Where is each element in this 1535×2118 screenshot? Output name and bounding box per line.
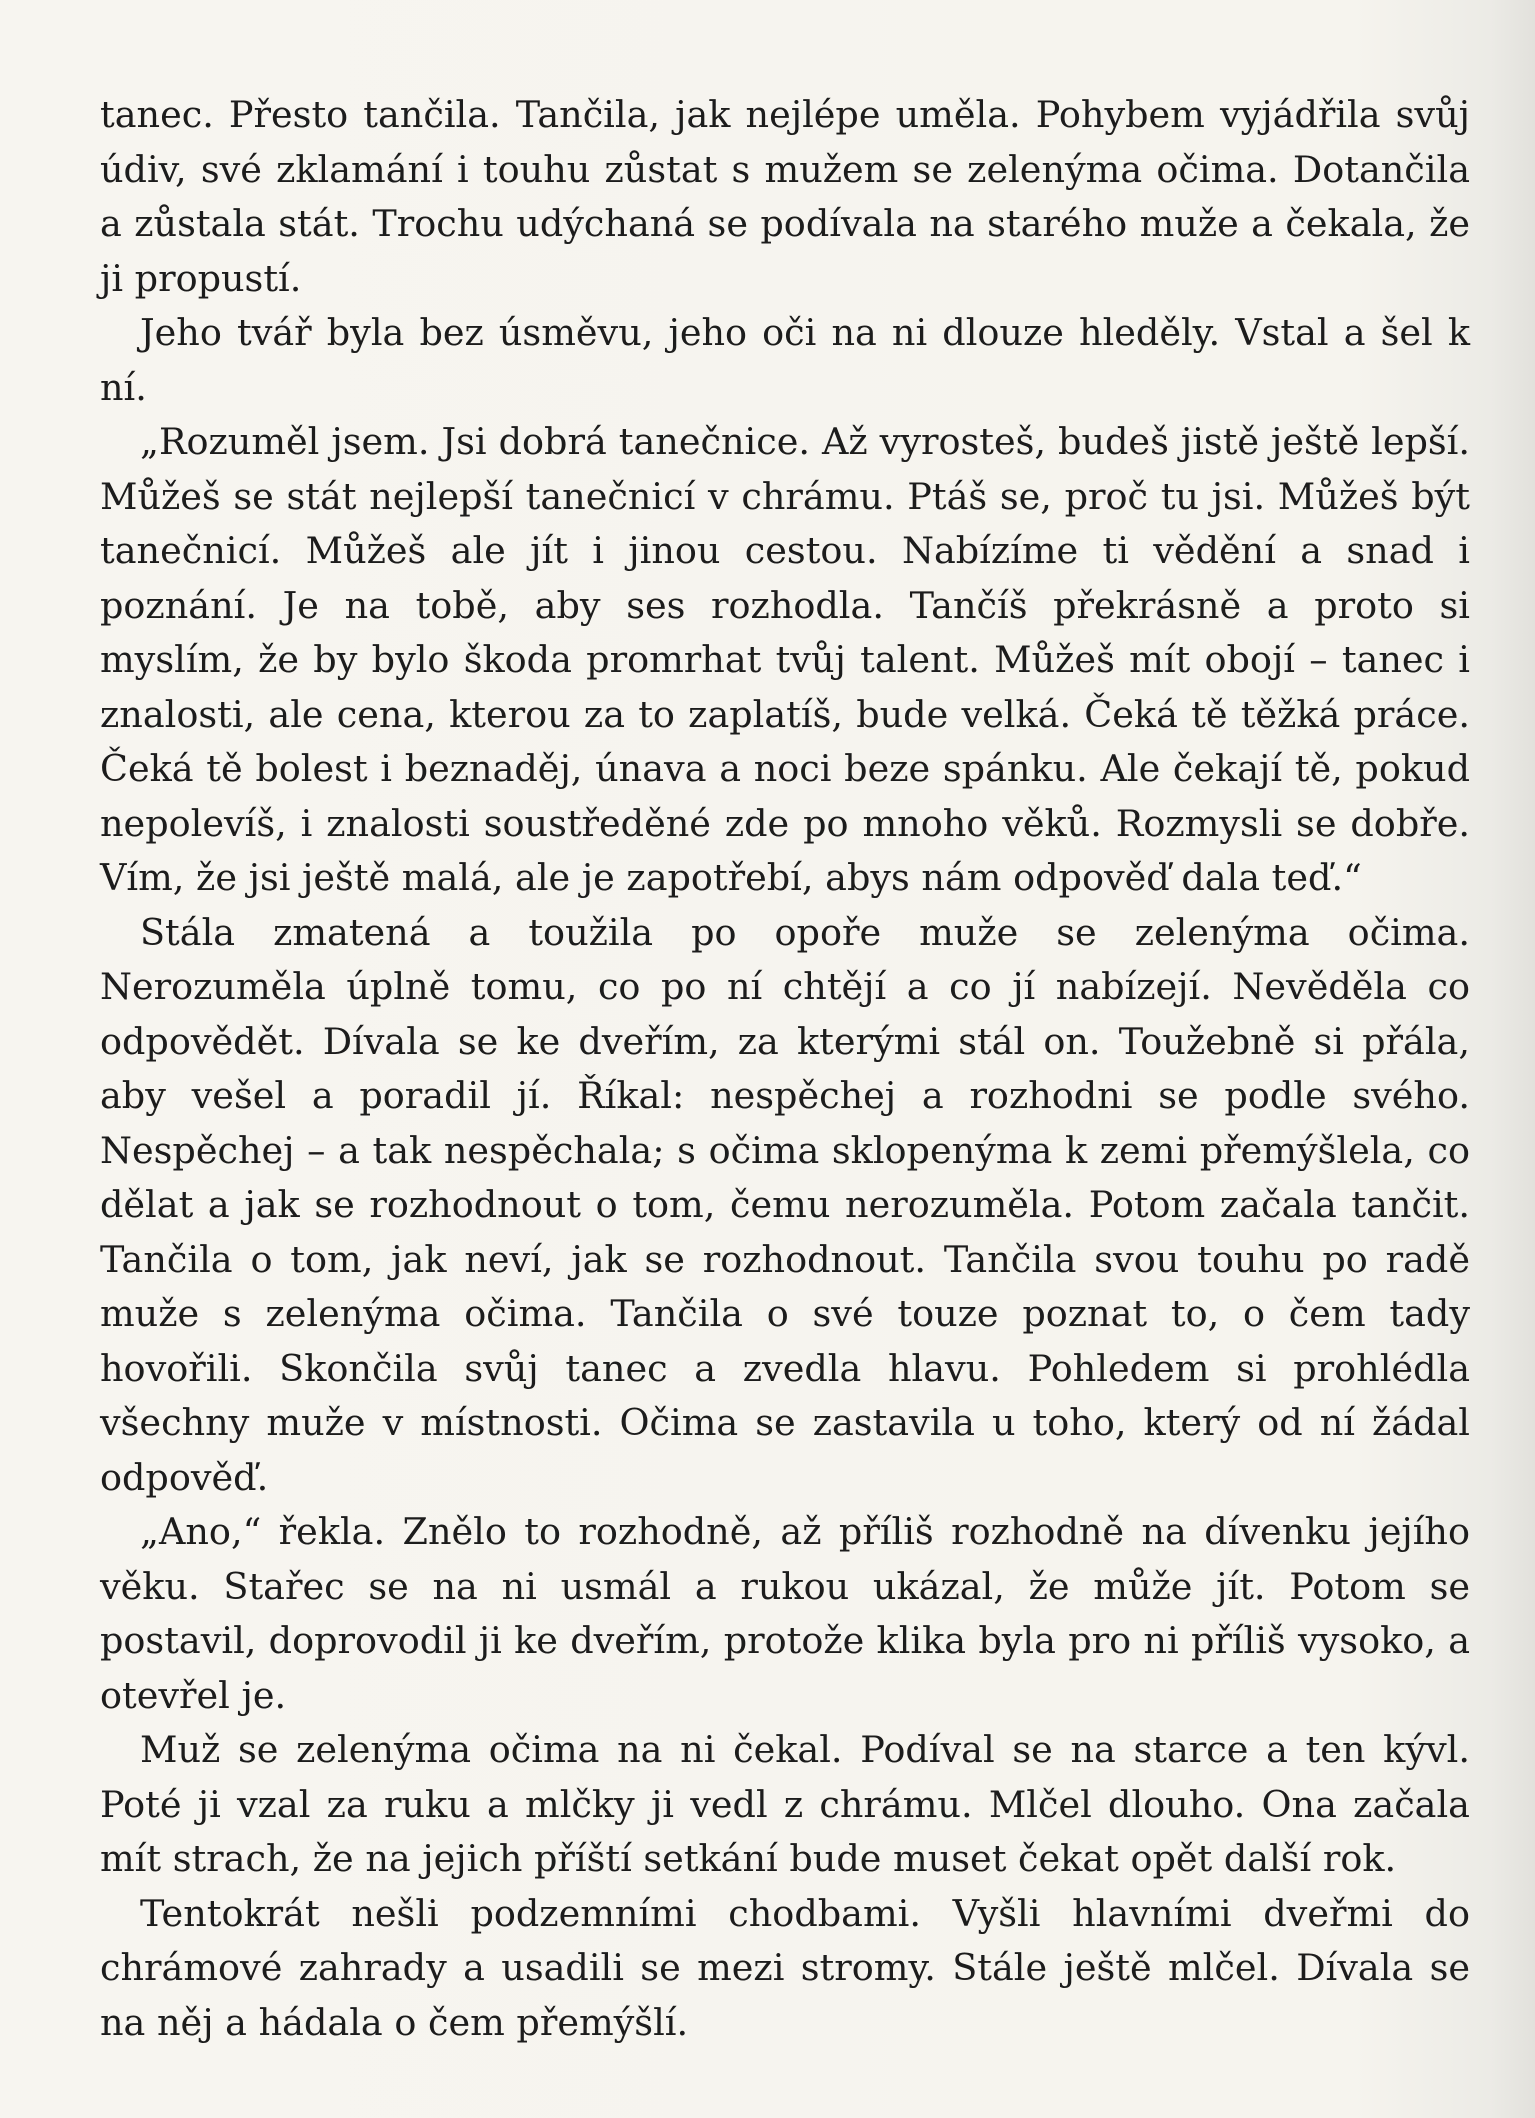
paragraph-2: Jeho tvář byla bez úsměvu, jeho oči na ni dlouze hleděly. Vstal a šel k ní. [100,311,1470,409]
paragraph-3: „Rozuměl jsem. Jsi dobrá tanečnice. Až vyrosteš, budeš jistě ještě lepší. Můžeš se stát nejlepší tanečnicí v chrámu. Ptáš se, proč tu jsi. Můžeš být tanečnicí. Můžeš ale jít i jinou cestou. Nabízíme ti vědění a snad i poznání. Je na tobě, aby ses rozhodla. Tančíš překrásně a proto si myslím, že by bylo škoda promrhat tvůj talent. Můžeš mít obojí – tanec i znalosti, ale cena, kterou za to zaplatíš, bude velká. Čeká tě těžká práce. Čeká tě bolest i beznaděj, únava a noci beze spánku. Ale čekají tě, pokud nepolevíš, i znalosti soustředěné zde po mnoho věků. Rozmysli se dobře. Vím, že jsi ještě malá, ale je zapotřebí, abys nám odpověď dala teď.“ [100,420,1470,899]
paragraph-1: tanec. Přesto tančila. Tančila, jak nejlépe uměla. Pohybem vyjádřila svůj údiv, své zklamání i touhu zůstat s mužem se zelenýma očima. Dotančila a zůstala stát. Trochu udýchaná se podívala na starého muže a čekala, že ji propustí. [100,93,1470,300]
paragraph-4: Stála zmatená a toužila po opoře muže se zelenýma očima. Nerozuměla úplně tomu, co po ní chtějí a co jí nabízejí. Nevěděla co odpovědět. Dívala se ke dveřím, za kterými stál on. Toužebně si přála, aby vešel a poradil jí. Říkal: nespěchej a rozhodni se podle svého. Nespěchej – a tak nespěchala; s očima sklopenýma k zemi přemýšlela, co dělat a jak se rozhodnout o tom, čemu nerozuměla. Potom začala tančit. Tančila o tom, jak neví, jak se rozhodnout. Tančila svou touhu po radě muže s zelenýma očima. Tančila o své touze poznat to, o čem tady hovořili. Skončila svůj tanec a zvedla hlavu. Pohledem si prohlédla všechny muže v místnosti. Očima se zastavila u toho, který od ní žádal odpověď. [100,910,1470,1499]
paragraph-5: „Ano,“ řekla. Znělo to rozhodně, až příliš rozhodně na dívenku jejího věku. Stařec se na ni usmál a rukou ukázal, že může jít. Potom se postavil, doprovodil ji ke dveřím, protože klika byla pro ni příliš vysoko, a otevřel je. [100,1510,1470,1717]
paragraph-6: Muž se zelenýma očima na ni čekal. Podíval se na starce a ten kývl. Poté ji vzal za ruku a mlčky ji vedl z chrámu. Mlčel dlouho. Ona začala mít strach, že na jejich příští setkání bude muset čekat opět další rok. [100,1728,1470,1880]
body-text [100,88,1470,2050]
paragraph-7: Tentokrát nešli podzemními chodbami. Vyšli hlavními dveřmi do chrámové zahrady a usadili se mezi stromy. Stále ještě mlčel. Dívala se na něj a hádala o čem přemýšlí. [100,1891,1470,2044]
